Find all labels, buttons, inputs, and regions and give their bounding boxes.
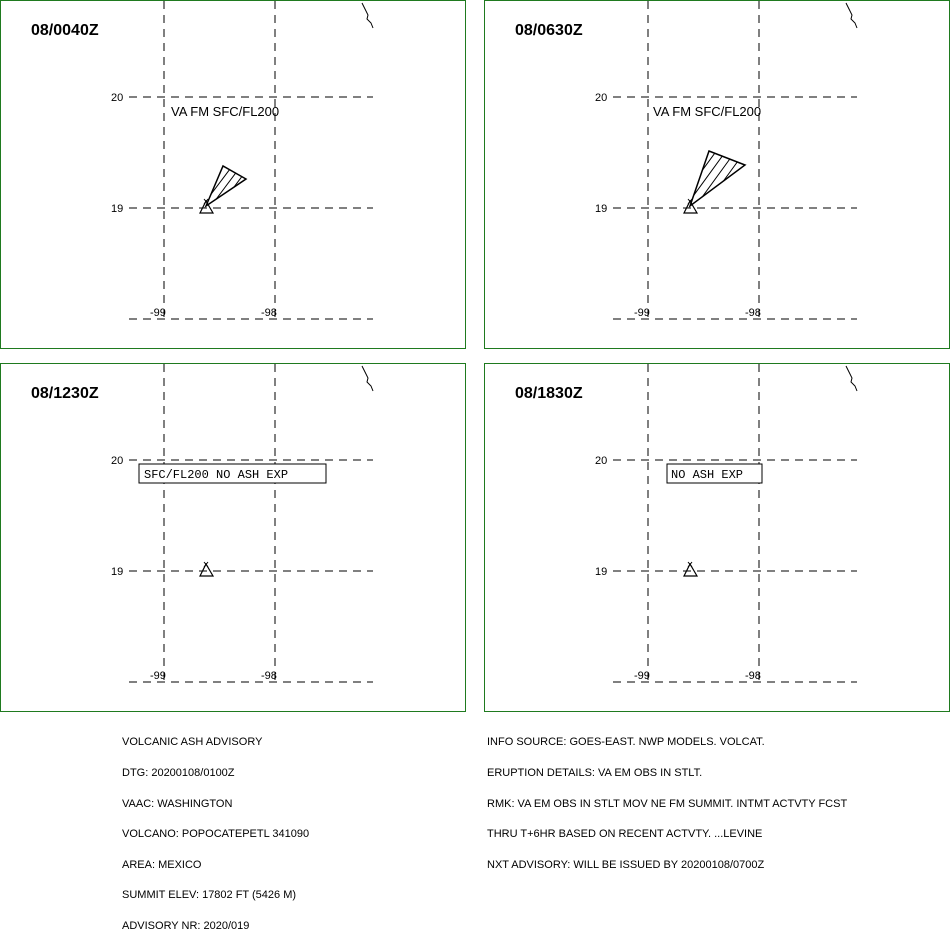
lat-label-20: 20 [595, 455, 608, 467]
coastline [846, 366, 857, 391]
lat-label-20: 20 [595, 92, 608, 104]
valid-time: 08/0630Z [515, 22, 583, 39]
advisory-line: VAAC: WASHINGTON [122, 797, 233, 810]
advisory-line: THRU T+6HR BASED ON RECENT ACTVTY. ...LEVINE [487, 828, 763, 841]
lon-label-98: -98 [745, 670, 761, 682]
advisory-line: VOLCANO: POPOCATEPETL 341090 [122, 828, 310, 841]
no-ash-label: NO ASH EXP [671, 468, 744, 482]
lon-label-99: -99 [150, 670, 166, 682]
no-ash-label: SFC/FL200 NO ASH EXP [144, 468, 289, 482]
advisory-line: NXT ADVISORY: WILL BE ISSUED BY 20200108/0700Z [487, 858, 765, 871]
advisory-details [487, 717, 847, 880]
ash-cloud-polygon [680, 146, 762, 236]
lon-label-99: -99 [150, 307, 166, 319]
valid-time: 08/1230Z [31, 385, 99, 402]
map-canvas [485, 1, 950, 350]
forecast-panel-1 [0, 0, 466, 349]
forecast-panel-4 [484, 363, 950, 712]
map-canvas [1, 1, 467, 350]
ash-layer-label: VA FM SFC/FL200 [653, 104, 762, 119]
lon-label-98: -98 [261, 670, 277, 682]
forecast-panel-2 [484, 0, 950, 349]
coastline [362, 3, 373, 28]
lat-label-20: 20 [111, 92, 124, 104]
advisory-line: RMK: VA EM OBS IN STLT MOV NE FM SUMMIT. INTMT ACTVTY FCST [487, 797, 848, 810]
advisory-line: ADVISORY NR: 2020/019 [122, 919, 250, 932]
forecast-panel-3 [0, 363, 466, 712]
lon-label-98: -98 [261, 307, 277, 319]
advisory-line: VOLCANIC ASH ADVISORY [122, 736, 263, 749]
lat-label-19: 19 [595, 203, 608, 215]
lon-label-98: -98 [745, 307, 761, 319]
advisory-header [122, 717, 309, 941]
advisory-line: ERUPTION DETAILS: VA EM OBS IN STLT. [487, 767, 703, 779]
lat-label-20: 20 [111, 455, 124, 467]
lat-label-19: 19 [111, 566, 124, 578]
advisory-line: SUMMIT ELEV: 17802 FT (5426 M) [122, 889, 297, 902]
coastline [846, 3, 857, 28]
advisory-line: INFO SOURCE: GOES-EAST. NWP MODELS. VOLCAT. [487, 736, 765, 749]
ash-layer-label: VA FM SFC/FL200 [171, 104, 280, 119]
valid-time: 08/1830Z [515, 385, 583, 402]
volcano-icon [684, 562, 697, 576]
advisory-line: DTG: 20200108/0100Z [122, 767, 235, 779]
lat-label-19: 19 [595, 566, 608, 578]
coastline [362, 366, 373, 391]
lat-label-19: 19 [111, 203, 124, 215]
valid-time: 08/0040Z [31, 22, 99, 39]
map-canvas [485, 364, 950, 713]
volcano-icon [200, 562, 213, 576]
map-canvas [1, 364, 467, 713]
lon-label-99: -99 [634, 307, 650, 319]
ash-cloud-polygon [201, 156, 261, 226]
lon-label-99: -99 [634, 670, 650, 682]
advisory-line: AREA: MEXICO [122, 858, 202, 871]
